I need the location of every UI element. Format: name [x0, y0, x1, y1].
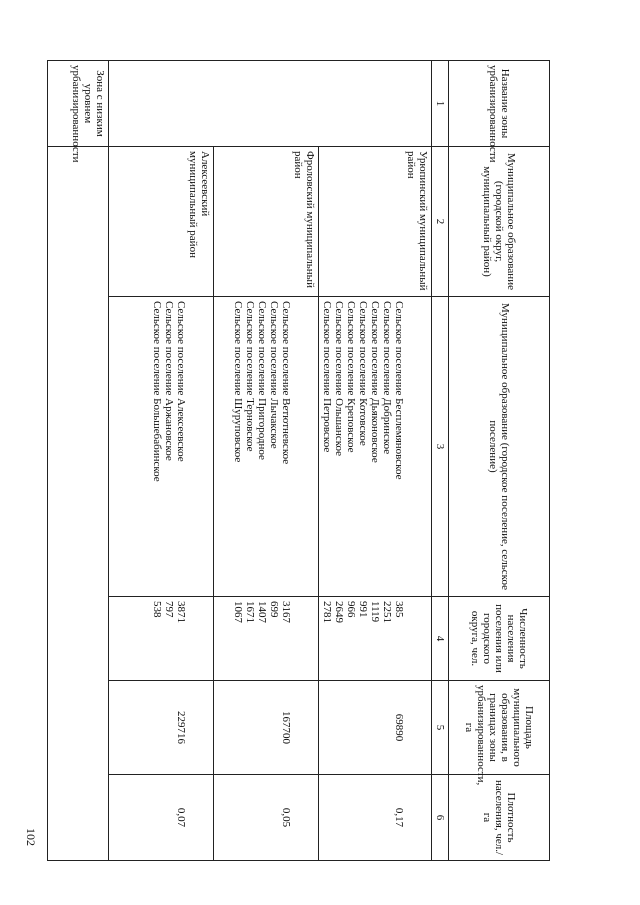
area-cell [109, 681, 214, 775]
table-row [214, 61, 319, 861]
header-district: Муниципальное образование (городской округ, муниципальный район) [449, 147, 550, 297]
population-value: 3167 [280, 601, 292, 623]
district-name: Урюпинский муниципальный район [319, 147, 432, 297]
settlement-name: Сельское поселение Петровское [321, 301, 333, 453]
col-number: 2 [432, 147, 449, 297]
settlement-name: Сельское поселение Ольшанское [333, 301, 345, 457]
population-list [109, 597, 214, 681]
header-area: Площадь муниципального образования, в границах зоны урбанизированности, га [449, 681, 550, 775]
header-row [449, 61, 550, 861]
density-value: 0,05 [280, 807, 292, 828]
density-cell [319, 775, 432, 861]
zone-row-filler [48, 147, 109, 861]
density-value: 0,07 [175, 807, 187, 828]
header-density: Плотность населения, чел./га [449, 775, 550, 861]
settlement-name: Сельское поселение Аржановское [163, 301, 175, 461]
area-value: 167700 [280, 711, 292, 744]
col-number: 6 [432, 775, 449, 861]
header-zone-name: Название зоны урбанизированности [449, 61, 550, 147]
population-value: 538 [151, 601, 163, 618]
area-value: 69890 [393, 713, 405, 742]
urbanization-table [47, 60, 550, 861]
area-cell [319, 681, 432, 775]
density-cell [214, 775, 319, 861]
settlement-name: Сельское поселение Большебабинское [151, 301, 163, 482]
population-value: 385 [393, 601, 405, 618]
zone-label: Зона с низким уровнем урбанизированности [48, 61, 109, 147]
population-value: 991 [357, 601, 369, 618]
population-value: 2251 [381, 601, 393, 623]
settlement-name: Сельское поселение Бесплемяновское [393, 301, 405, 480]
settlement-name: Сельское поселение Пригородное [256, 301, 268, 460]
header-population: Численность населения поселения или городского округа, чел. [449, 597, 550, 681]
header-settlement: Муниципальное образование (городское поселение, сельское поселение) [449, 297, 550, 597]
population-list [319, 597, 432, 681]
zone-row [48, 61, 109, 861]
population-value: 1671 [244, 601, 256, 623]
column-number-row [432, 61, 449, 861]
settlement-name: Сельское поселение Ветютневское [280, 301, 292, 465]
col-number: 1 [432, 61, 449, 147]
area-value: 229716 [175, 711, 187, 744]
population-value: 966 [345, 601, 357, 618]
district-name: Алексеевский муниципальный район [109, 147, 214, 297]
settlement-name: Сельское поселение Лычакское [268, 301, 280, 449]
col-number: 4 [432, 597, 449, 681]
settlement-list [319, 297, 432, 597]
settlement-name: Сельское поселение Шуруповское [232, 301, 244, 463]
population-value: 2781 [321, 601, 333, 623]
table-row [319, 61, 432, 861]
population-value: 1407 [256, 601, 268, 623]
population-value: 1067 [232, 601, 244, 623]
population-list [214, 597, 319, 681]
settlement-name: Сельское поселение Котовское [357, 301, 369, 446]
rotated-page [70, 60, 550, 860]
settlement-name: Сельское поселение Алексеевское [175, 301, 187, 462]
population-value: 699 [268, 601, 280, 618]
population-value: 2649 [333, 601, 345, 623]
col-number: 5 [432, 681, 449, 775]
col-number: 3 [432, 297, 449, 597]
settlement-name: Сельское поселение Терновское [244, 301, 256, 452]
settlement-name: Сельское поселение Дьяконовское [369, 301, 381, 463]
density-value: 0,17 [393, 807, 405, 828]
settlement-name: Сельское поселение Добринское [381, 301, 393, 455]
document-table-area [70, 60, 550, 860]
population-value: 3871 [175, 601, 187, 623]
page-number: 102 [24, 828, 38, 846]
settlement-list [109, 297, 214, 597]
table-row [109, 61, 214, 861]
district-name: Фроловский муниципальный район [214, 147, 319, 297]
settlement-list [214, 297, 319, 597]
area-cell [214, 681, 319, 775]
population-value: 797 [163, 601, 175, 618]
settlement-name: Сельское поселение Креповское [345, 301, 357, 453]
density-cell [109, 775, 214, 861]
population-value: 1119 [369, 601, 381, 623]
